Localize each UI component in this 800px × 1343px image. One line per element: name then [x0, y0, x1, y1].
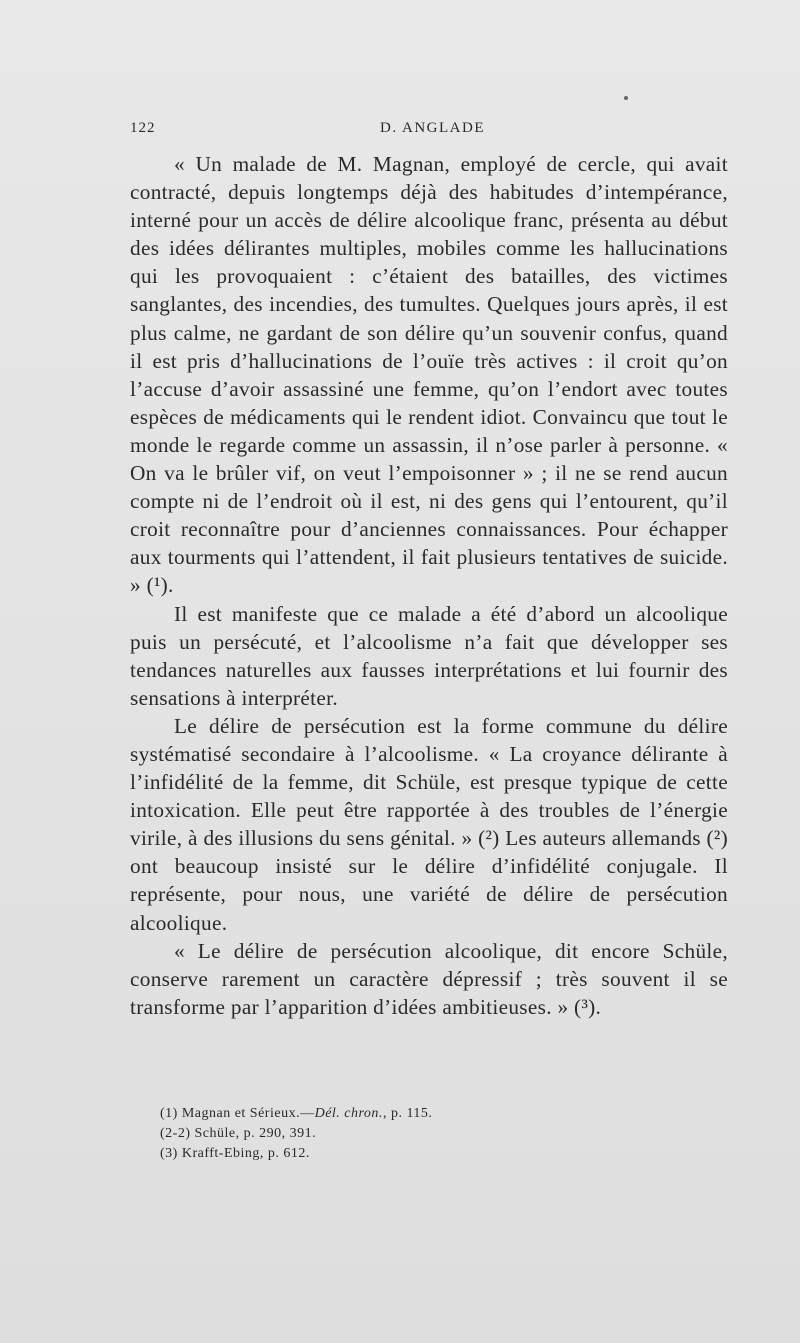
paragraph: Le délire de persécution est la forme commune du délire systématisé secondaire à l’alcoolisme. « La croyance délirante à l’infidélité de la femme, dit Schüle, est presque typique de cette intoxication. Elle peut être rapportée à des troubles de l’énergie virile, à des illusions du sens génital. » (²) Les auteurs allemands (²) ont beaucoup insisté sur le délire d’infidélité conjugale. Il représente, pour nous, une variété de délire de persécution alcoolique. [130, 713, 728, 935]
footnote-mark: (3) [160, 1146, 178, 1161]
page-header [130, 120, 730, 140]
footnote-mark: (1) [160, 1106, 178, 1121]
footnote-text: Krafft-Ebing, p. 612. [181, 1146, 310, 1161]
footnote [160, 1104, 720, 1124]
body-text [130, 150, 728, 1021]
footnote [160, 1124, 720, 1144]
paragraph: « Un malade de M. Magnan, employé de cercle, qui avait contracté, depuis longtemps déjà des habitudes d’intempérance, interné pour un accès de délire alcoolique franc, présenta au début des idées délirantes multiples, mobiles comme les hallucinations qui les provoquaient : c’étaient des batailles, des victimes sanglantes, des incendies, des tumultes. Quelques jours après, il est plus calme, ne gardant de son délire qu’un souvenir confus, quand il est pris d’hallucinations de l’ouïe très actives : il croit qu’on l’accuse d’avoir assassiné une femme, qu’on l’endort avec toutes espèces de médicaments qui le rendent idiot. Convaincu que tout le monde le regarde comme un assassin, il n’ose parler à personne. « On va le brûler vif, on veut l’empoisonner » ; il ne se rend aucun compte ni de l’endroit où il est, ni des gens qui l’entourent, qu’il croit reconnaître pour d’anciennes connaissances. Pour échapper aux tourments qui l’attendent, il fait plusieurs tentatives de suicide. » (¹). [130, 152, 728, 598]
footnote-text: Magnan et Sérieux.— [181, 1106, 315, 1121]
paragraph: « Le délire de persécution alcoolique, dit encore Schüle, conserve rarement un caractère dépressif ; très souvent il se transforme par l’apparition d’idées ambitieuses. » (³). [130, 938, 728, 1019]
footnote [160, 1144, 720, 1164]
footnote-text: Schüle, p. 290, 391. [194, 1126, 317, 1141]
running-head: D. ANGLADE [380, 120, 485, 136]
footnote-text: , p. 115. [382, 1106, 433, 1121]
page-number: 122 [130, 120, 156, 136]
footnote-title: Dél. chron. [314, 1106, 383, 1121]
footnotes [160, 1104, 720, 1164]
ink-speck [624, 96, 628, 100]
paragraph: Il est manifeste que ce malade a été d’abord un alcoolique puis un persécuté, et l’alcoolisme n’a fait que développer ses tendances naturelles aux fausses interprétations et lui fournir des sensations à interpréter. [130, 601, 728, 710]
footnote-mark: (2-2) [160, 1126, 191, 1141]
